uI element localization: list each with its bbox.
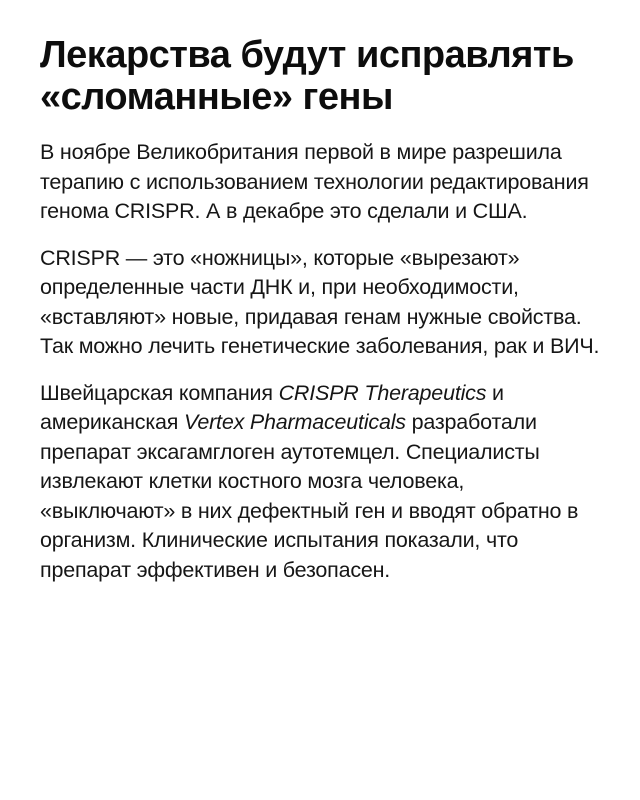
company-name-vertex-pharmaceuticals: Vertex Pharmaceuticals xyxy=(183,410,406,434)
paragraph-3-text-3: разработали препарат эксагамглоген аутотемцел. Специалисты извлекают клетки костного мозга человека, «выключают» в них дефектный ген и вводят обратно в организм. Клинические испытания показали, что препарат эффективен и безопасен. xyxy=(40,410,579,582)
paragraph-3 xyxy=(40,379,600,586)
paragraph-2: CRISPR — это «ножницы», которые «вырезают» определенные части ДНК и, при необходимости, «вставляют» новые, придавая генам нужные свойства. Так можно лечить генетические заболевания, рак и ВИЧ. xyxy=(40,245,600,358)
paragraph-3-text-1: Швейцарская компания xyxy=(40,380,279,405)
paragraph-3-text-2: и американская xyxy=(40,380,504,434)
company-name-crispr-therapeutics: CRISPR Therapeutics xyxy=(278,380,487,405)
paragraph-1: В ноябре Великобритания первой в мире разрешила терапию с использованием технологии редактирования генома CRISPR. А в декабре это сделали и США. xyxy=(40,140,589,223)
article-title: Лекарства будут исправлять «сломанные» гены xyxy=(40,34,574,118)
